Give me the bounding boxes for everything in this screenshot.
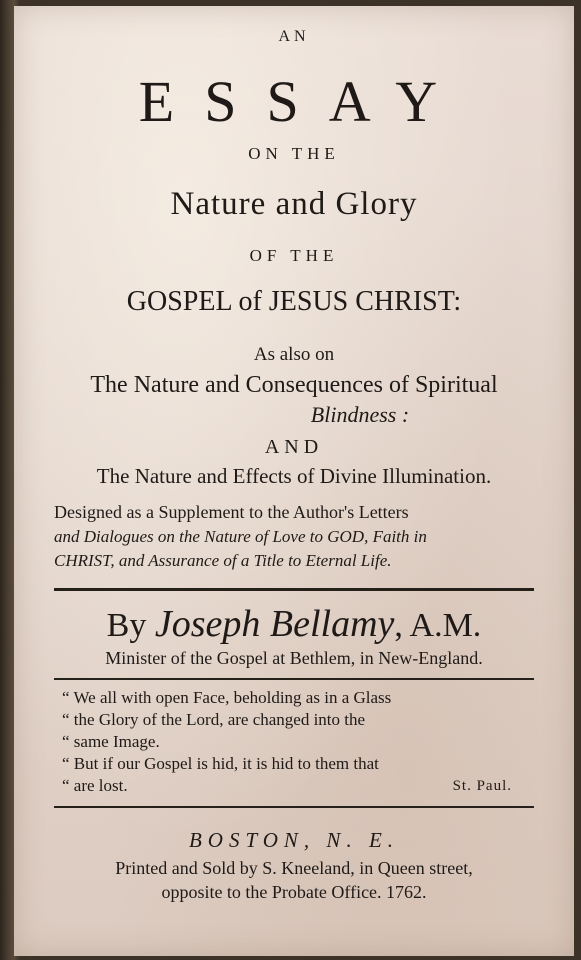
title-nature-glory: Nature and Glory <box>170 186 418 222</box>
author-line <box>14 602 574 646</box>
epigraph-attribution: St. Paul. <box>452 778 512 794</box>
divider-rule <box>54 678 534 680</box>
designed-line-3: CHRIST, and Assurance of a Title to Eternal Life. <box>54 551 392 570</box>
title-an: AN <box>278 28 310 45</box>
epigraph-line-4: “ But if our Gospel is hid, it is hid to them that <box>62 754 379 773</box>
subtitle-blindness: Blindness : <box>310 402 410 427</box>
divider-rule <box>54 588 534 591</box>
imprint-printer: Printed and Sold by S. Kneeland, in Queen street, <box>115 858 473 878</box>
subtitle-consequences: The Nature and Consequences of Spiritual <box>90 372 498 398</box>
subtitle-as-also: As also on <box>253 344 335 365</box>
epigraph-line-3: “ same Image. <box>62 732 160 751</box>
imprint-address-date: opposite to the Probate Office. 1762. <box>161 882 427 902</box>
epigraph-line-5: “ are lost. <box>62 776 128 795</box>
epigraph-line-1: “ We all with open Face, beholding as in a Glass <box>62 688 392 707</box>
imprint-place: BOSTON, N. E. <box>188 828 400 852</box>
author-position: Minister of the Gospel at Bethlem, in New-England. <box>105 648 483 668</box>
author-degree: , A.M. <box>394 607 482 644</box>
title-on-the: ON THE <box>248 144 340 163</box>
divider-rule <box>54 806 534 808</box>
title-essay: ESSAY <box>138 69 468 134</box>
designed-line-2: and Dialogues on the Nature of Love to GOD, Faith in <box>54 527 427 546</box>
subtitle-effects: The Nature and Effects of Divine Illumination. <box>96 464 492 488</box>
designed-line-1: Designed as a Supplement to the Author's Letters <box>54 502 409 522</box>
author-name: Joseph Bellamy <box>154 603 395 645</box>
epigraph-line-2: “ the Glory of the Lord, are changed into the <box>62 710 366 729</box>
by-prefix: By <box>106 607 147 644</box>
subtitle-and: AND <box>264 436 324 458</box>
title-of-the: OF THE <box>249 246 339 265</box>
title-gospel: GOSPEL of JESUS CHRIST: <box>126 286 462 317</box>
title-page <box>14 6 574 956</box>
